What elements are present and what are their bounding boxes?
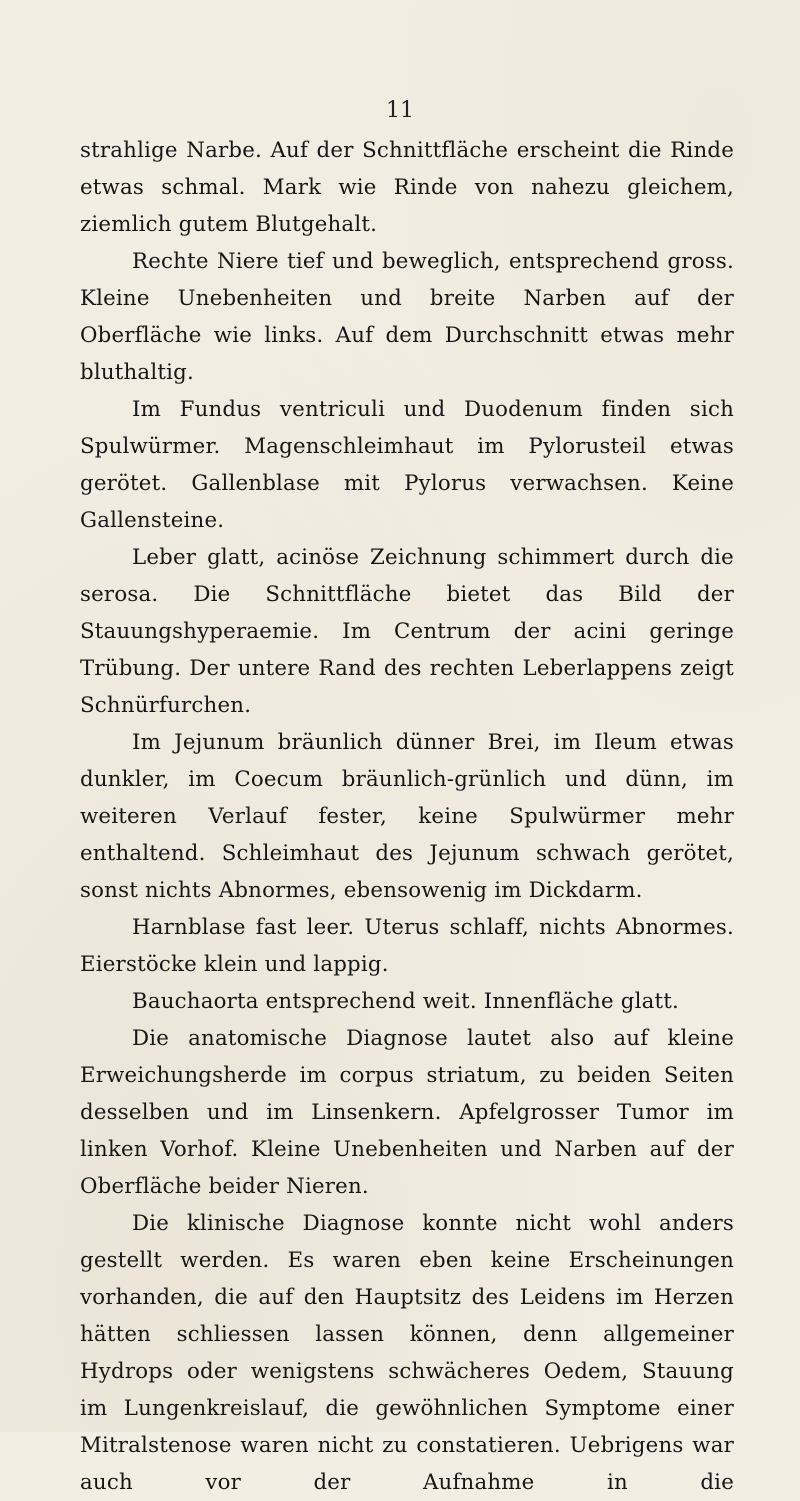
paragraph-aorta: Bauchaorta entsprechend weit. Innenfläche glatt.: [132, 989, 679, 1014]
paragraph-right-kidney: Rechte Niere tief und beweglich, entsprechend gross. Kleine Unebenheiten und breite Narben auf der Oberfläche wie links. Auf dem Durchschnitt etwas mehr bluthaltig.: [80, 249, 734, 385]
paragraph-liver: Leber glatt, acinöse Zeichnung schimmert durch die serosa. Die Schnittfläche bietet das Bild der Stauungshyperaemie. Im Centrum der acini geringe Trübung. Der untere Rand des rechten Leberlappens zeigt Schnürfurchen.: [80, 545, 734, 718]
paragraph-anatomical-diagnosis: Die anatomische Diagnose lautet also auf kleine Erweichungsherde im corpus striatum, zu beiden Seiten desselben und im Linsenkern. Apfelgrosser Tumor im linken Vorhof. Kleine Unebenheiten und Narben auf der Oberfläche beider Nieren.: [80, 1026, 734, 1199]
page-number: 11: [386, 98, 414, 123]
paragraph-bladder-uterus: Harnblase fast leer. Uterus schlaff, nichts Abnormes. Eierstöcke klein und lappig.: [80, 915, 734, 977]
paragraph-clinical-diagnosis: Die klinische Diagnose konnte nicht wohl anders gestellt werden. Es waren eben keine Erscheinungen vorhanden, die auf den Hauptsitz des Leidens im Herzen hätten schliessen lassen können, denn allgemeiner Hydrops oder wenigstens schwächeres Oedem, Stauung im Lungenkreislauf, die gewöhnlichen Symptome einer Mitralstenose waren nicht zu constatieren. Uebrigens war auch vor der Aufnahme in die: [80, 1211, 734, 1495]
body-text: [80, 132, 734, 1501]
paragraph-intestine: Im Jejunum bräunlich dünner Brei, im Ileum etwas dunkler, im Coecum bräunlich-grünlich und dünn, im weiteren Verlauf fester, keine Spulwürmer mehr enthaltend. Schleimhaut des Jejunum schwach gerötet, sonst nichts Abnormes, ebensowenig im Dickdarm.: [80, 730, 734, 903]
paragraph-kidney-cut-surface: strahlige Narbe. Auf der Schnittfläche erscheint die Rinde etwas schmal. Mark wie Rinde von nahezu gleichem, ziemlich gutem Blutgehalt.: [80, 138, 734, 237]
paragraph-stomach-duodenum: Im Fundus ventriculi und Duodenum finden sich Spulwürmer. Magenschleimhaut im Pylorusteil etwas gerötet. Gallenblase mit Pylorus verwachsen. Keine Gallensteine.: [80, 397, 734, 533]
